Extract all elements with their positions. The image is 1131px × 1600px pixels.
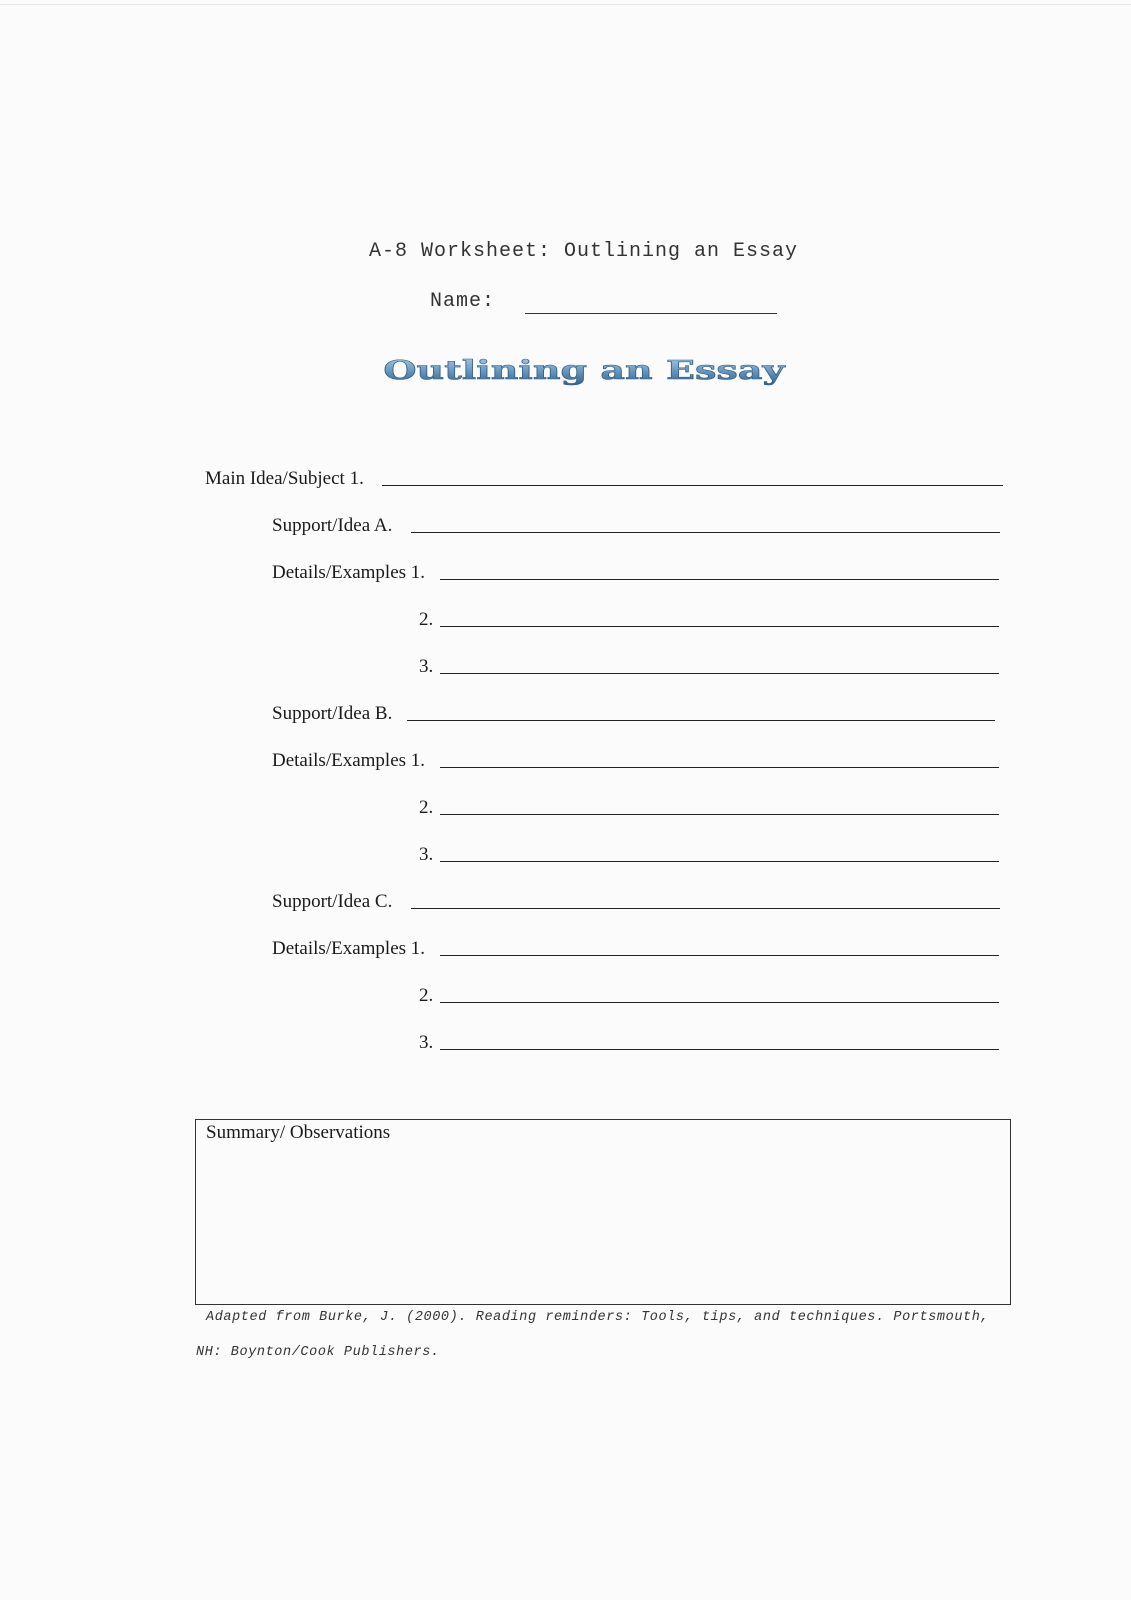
details-b1-label: Details/Examples 1. (272, 750, 426, 771)
details-b3-line[interactable] (440, 861, 999, 862)
details-c1-row (272, 936, 1002, 962)
details-a2-line[interactable] (440, 626, 999, 627)
details-c3-row (419, 1030, 1002, 1056)
details-b3-label: 3. (419, 844, 434, 865)
main-idea-label: Main Idea/Subject 1. (205, 468, 364, 489)
banner-heading (0, 343, 1131, 404)
support-c-row (272, 889, 1002, 915)
top-edge-rule (0, 4, 1131, 5)
details-b1-row (272, 748, 1002, 774)
name-field[interactable] (525, 313, 777, 314)
support-b-line[interactable] (407, 720, 995, 721)
citation-line-1: Adapted from Burke, J. (2000). Reading reminders: Tools, tips, and techniques. Portsmouth, (206, 1310, 990, 1325)
details-a3-label: 3. (419, 656, 434, 677)
details-c2-label: 2. (419, 985, 434, 1006)
details-b2-label: 2. (419, 797, 434, 818)
details-c1-label: Details/Examples 1. (272, 938, 426, 959)
details-c2-row (419, 983, 1002, 1009)
support-a-row (272, 513, 1002, 539)
details-a2-label: 2. (419, 609, 434, 630)
details-a1-line[interactable] (440, 579, 999, 580)
details-b3-row (419, 842, 1002, 868)
support-c-line[interactable] (411, 908, 1000, 909)
support-b-row (272, 701, 1002, 727)
support-a-line[interactable] (411, 532, 1000, 533)
name-label: Name: (430, 290, 496, 313)
details-a1-row (272, 560, 1002, 586)
details-c1-line[interactable] (440, 955, 999, 956)
summary-box[interactable] (195, 1119, 1011, 1305)
banner-text: Outlining an Essay (382, 353, 785, 386)
details-b2-row (419, 795, 1002, 821)
main-idea-row (205, 466, 1000, 492)
details-a2-row (419, 607, 1002, 633)
details-c2-line[interactable] (440, 1002, 999, 1003)
support-b-label: Support/Idea B. (272, 703, 393, 724)
support-a-label: Support/Idea A. (272, 515, 393, 536)
details-a3-row (419, 654, 1002, 680)
details-a3-line[interactable] (440, 673, 999, 674)
details-a1-label: Details/Examples 1. (272, 562, 426, 583)
details-c3-label: 3. (419, 1032, 434, 1053)
worksheet-title: A-8 Worksheet: Outlining an Essay (368, 240, 799, 263)
main-idea-line[interactable] (382, 485, 1003, 486)
support-c-label: Support/Idea C. (272, 891, 393, 912)
details-b2-line[interactable] (440, 814, 999, 815)
citation-line-2: NH: Boynton/Cook Publishers. (196, 1345, 440, 1360)
summary-label: Summary/ Observations (206, 1122, 391, 1143)
details-b1-line[interactable] (440, 767, 999, 768)
details-c3-line[interactable] (440, 1049, 999, 1050)
banner-wordart (349, 343, 819, 399)
